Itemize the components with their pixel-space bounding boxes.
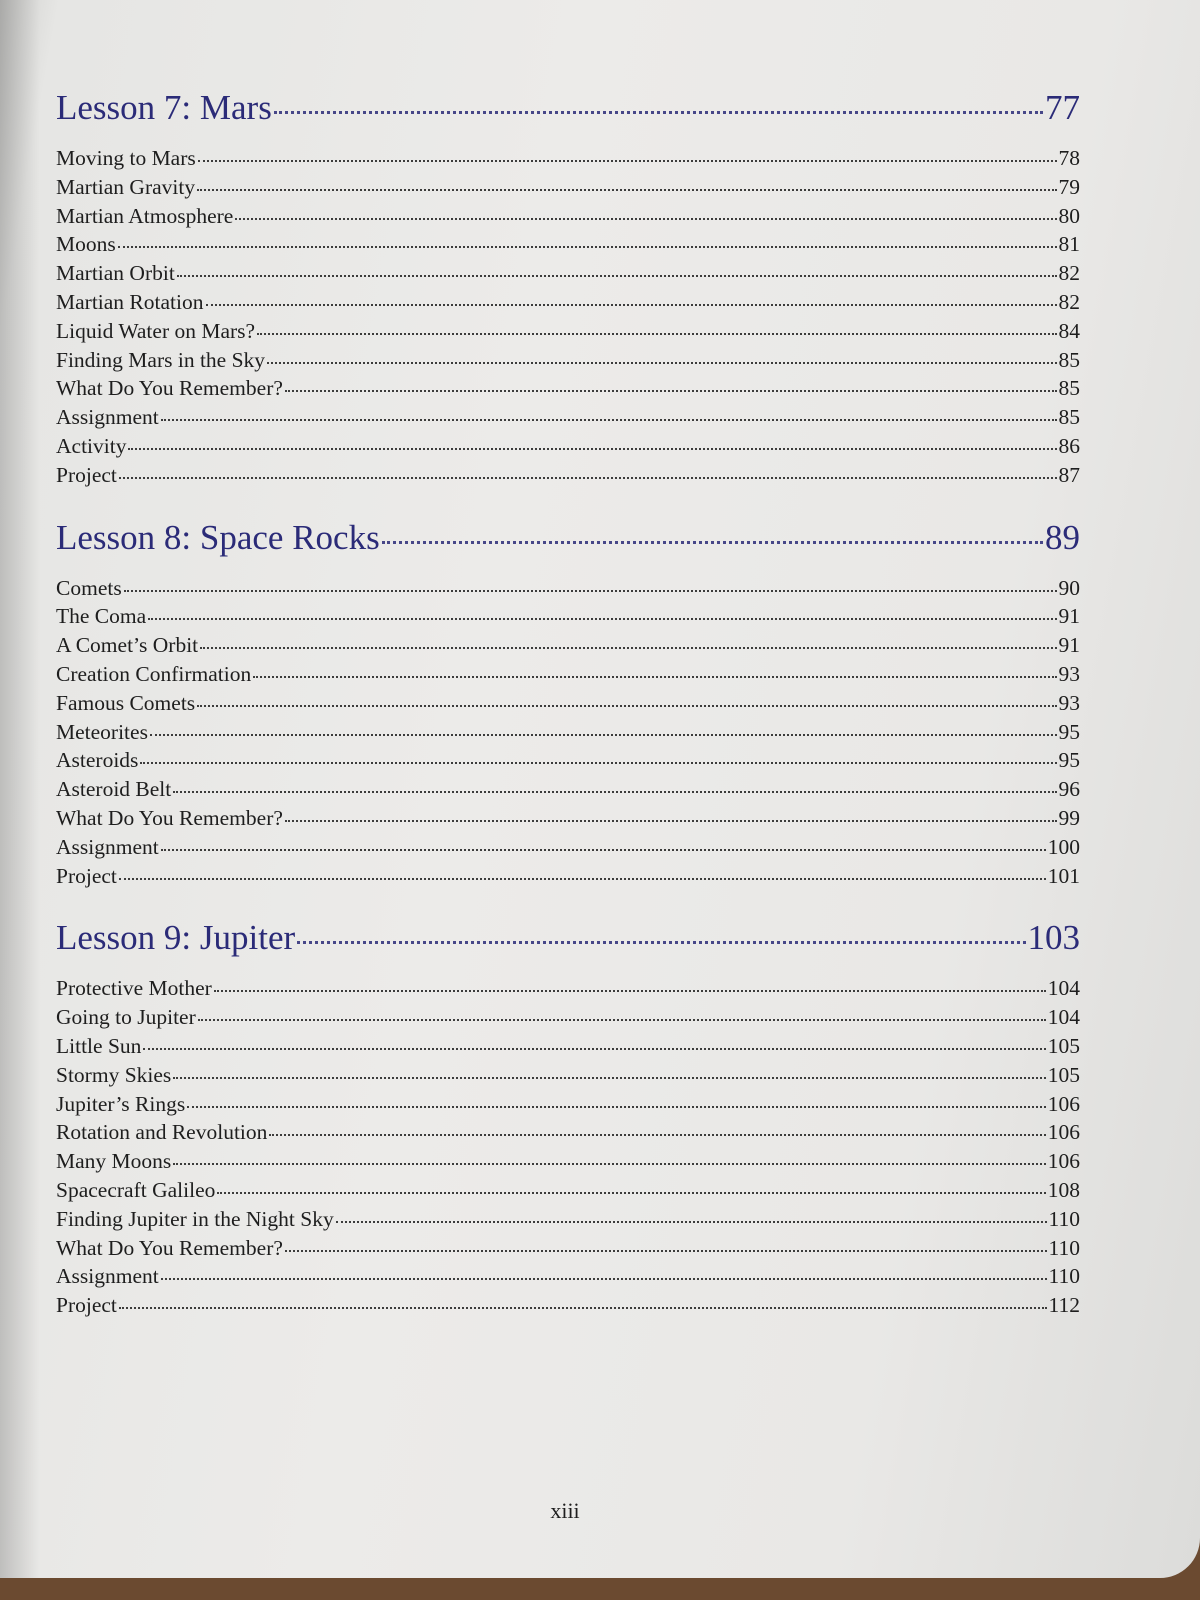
entry-title: Asteroid Belt — [56, 777, 172, 802]
entry-page-number: 91 — [1058, 633, 1080, 658]
entry-title: Project — [56, 863, 117, 888]
dot-leader — [285, 1250, 1047, 1252]
entry-title: The Coma — [56, 604, 147, 629]
toc-entry — [56, 288, 1080, 317]
entry-title: Finding Mars in the Sky — [56, 347, 266, 372]
entry-title: Assignment — [56, 1264, 159, 1289]
dot-leader — [285, 390, 1057, 392]
lesson-page-number: 77 — [1045, 88, 1080, 127]
entry-page-number: 106 — [1047, 1120, 1080, 1145]
entry-title: Many Moons — [56, 1149, 172, 1174]
dot-leader — [206, 304, 1057, 306]
page-number: xiii — [550, 1498, 580, 1523]
entry-title: Creation Confirmation — [56, 661, 252, 686]
lesson-title: Lesson 7: Mars — [56, 88, 272, 127]
entry-title: Assignment — [56, 834, 159, 859]
dot-leader — [187, 1106, 1046, 1108]
entry-title: Rotation and Revolution — [56, 1120, 268, 1145]
toc-entry — [56, 862, 1080, 891]
dot-leader — [148, 618, 1056, 620]
toc-entry — [56, 346, 1080, 375]
toc-entry — [56, 1118, 1080, 1147]
entry-page-number: 85 — [1058, 347, 1080, 372]
entry-title: Activity — [56, 433, 127, 458]
entry-page-number: 82 — [1058, 261, 1080, 286]
entry-page-number: 110 — [1048, 1264, 1080, 1289]
toc-entry — [56, 804, 1080, 833]
dot-leader — [173, 1163, 1045, 1165]
toc-entry — [56, 173, 1080, 202]
toc-entry — [56, 1291, 1080, 1320]
entry-title: Spacecraft Galileo — [56, 1177, 216, 1202]
dot-leader — [124, 590, 1057, 592]
toc-entry — [56, 259, 1080, 288]
dot-leader — [161, 419, 1057, 421]
entry-title: Protective Mother — [56, 976, 212, 1001]
entry-page-number: 87 — [1058, 462, 1080, 487]
entry-title: Martian Orbit — [56, 261, 175, 286]
dot-leader — [197, 189, 1056, 191]
entry-page-number: 106 — [1047, 1149, 1080, 1174]
lesson-title: Lesson 8: Space Rocks — [56, 517, 380, 557]
toc-entry — [56, 202, 1080, 231]
dot-leader — [119, 477, 1057, 479]
lesson-section — [56, 510, 1080, 891]
lesson-section — [56, 910, 1080, 1320]
toc-entry — [56, 1032, 1080, 1061]
toc-entry — [56, 602, 1080, 631]
entry-title: Jupiter’s Rings — [56, 1091, 186, 1116]
entry-page-number: 105 — [1047, 1033, 1080, 1058]
entry-title: A Comet’s Orbit — [56, 633, 199, 658]
toc-entry — [56, 1090, 1080, 1119]
entry-title: Liquid Water on Mars? — [56, 318, 256, 343]
dot-leader — [214, 990, 1046, 992]
toc-entry — [56, 974, 1080, 1003]
toc-entry — [56, 144, 1080, 173]
entry-page-number: 99 — [1058, 805, 1080, 830]
entry-page-number: 108 — [1047, 1177, 1080, 1202]
entry-page-number: 90 — [1058, 575, 1080, 600]
entry-page-number: 86 — [1058, 433, 1080, 458]
entry-title: What Do You Remember? — [56, 376, 283, 401]
entry-title: Martian Gravity — [56, 174, 196, 199]
toc-entry — [56, 317, 1080, 346]
entry-title: Martian Atmosphere — [56, 203, 234, 228]
dot-leader — [173, 791, 1056, 793]
dot-leader — [118, 246, 1057, 248]
dot-leader — [274, 111, 1043, 114]
dot-leader — [267, 362, 1056, 364]
toc-entry — [56, 689, 1080, 718]
entry-title: Asteroids — [56, 748, 139, 773]
entry-page-number: 95 — [1058, 719, 1080, 744]
entry-title: Comets — [56, 575, 122, 600]
dot-leader — [285, 820, 1057, 822]
dot-leader — [217, 1192, 1045, 1194]
dot-leader — [140, 762, 1056, 764]
dot-leader — [173, 1077, 1045, 1079]
toc-entry — [56, 432, 1080, 461]
toc-entry — [56, 1147, 1080, 1176]
lesson-heading — [56, 80, 1080, 136]
dot-leader — [119, 878, 1046, 880]
toc-entry — [56, 660, 1080, 689]
entry-title: Finding Jupiter in the Night Sky — [56, 1206, 334, 1231]
entry-page-number: 84 — [1058, 318, 1080, 343]
toc-entry — [56, 775, 1080, 804]
toc-entry — [56, 574, 1080, 603]
toc-entry — [56, 403, 1080, 432]
entry-page-number: 81 — [1058, 232, 1080, 257]
entry-page-number: 79 — [1058, 174, 1080, 199]
toc-entry — [56, 1234, 1080, 1263]
dot-leader — [198, 160, 1057, 162]
entry-page-number: 112 — [1048, 1293, 1080, 1318]
entry-page-number: 101 — [1047, 863, 1080, 888]
dot-leader — [382, 541, 1043, 544]
toc-entry — [56, 1262, 1080, 1291]
entry-page-number: 100 — [1047, 834, 1080, 859]
dot-leader — [128, 448, 1056, 450]
entry-title: Project — [56, 462, 117, 487]
entry-page-number: 106 — [1047, 1091, 1080, 1116]
toc-entry — [56, 230, 1080, 259]
entry-title: Going to Jupiter — [56, 1005, 196, 1030]
entry-page-number: 85 — [1058, 376, 1080, 401]
dot-leader — [198, 1019, 1046, 1021]
toc-entry — [56, 461, 1080, 490]
toc-entry — [56, 746, 1080, 775]
dot-leader — [197, 705, 1056, 707]
dot-leader — [297, 941, 1025, 944]
entry-title: What Do You Remember? — [56, 805, 283, 830]
entry-page-number: 96 — [1058, 777, 1080, 802]
entry-page-number: 95 — [1058, 748, 1080, 773]
entry-title: Meteorites — [56, 719, 148, 744]
entry-page-number: 105 — [1047, 1062, 1080, 1087]
entry-page-number: 80 — [1058, 203, 1080, 228]
entry-title: Little Sun — [56, 1033, 142, 1058]
dot-leader — [119, 1307, 1047, 1309]
entry-page-number: 104 — [1047, 1005, 1080, 1030]
lesson-title: Lesson 9: Jupiter — [56, 918, 296, 958]
toc-entry — [56, 1205, 1080, 1234]
dot-leader — [161, 1278, 1047, 1280]
dot-leader — [143, 1048, 1045, 1050]
toc-entry — [56, 718, 1080, 747]
lesson-section — [56, 80, 1080, 490]
entry-page-number: 110 — [1048, 1206, 1080, 1231]
entry-page-number: 93 — [1058, 661, 1080, 686]
entry-title: Assignment — [56, 405, 159, 430]
entry-title: Moons — [56, 232, 116, 257]
dot-leader — [200, 647, 1056, 649]
dot-leader — [161, 849, 1046, 851]
dot-leader — [177, 275, 1057, 277]
lesson-page-number: 103 — [1027, 918, 1080, 958]
dot-leader — [150, 734, 1057, 736]
toc-entry — [56, 833, 1080, 862]
lesson-heading — [56, 910, 1080, 966]
page-binding-shadow — [0, 0, 40, 1578]
entry-title: Famous Comets — [56, 690, 196, 715]
dot-leader — [257, 333, 1056, 335]
entry-title: Stormy Skies — [56, 1062, 172, 1087]
entry-title: What Do You Remember? — [56, 1235, 283, 1260]
entry-title: Moving to Mars — [56, 146, 196, 170]
lesson-page-number: 89 — [1045, 517, 1080, 557]
entry-page-number: 78 — [1058, 146, 1080, 170]
entry-title: Martian Rotation — [56, 289, 204, 314]
lesson-heading — [56, 510, 1080, 566]
dot-leader — [253, 676, 1056, 678]
entry-page-number: 91 — [1058, 604, 1080, 629]
entry-page-number: 104 — [1047, 976, 1080, 1001]
dot-leader — [235, 218, 1056, 220]
dot-leader — [336, 1221, 1047, 1223]
toc-entry — [56, 374, 1080, 403]
entry-page-number: 93 — [1058, 690, 1080, 715]
toc-entry — [56, 1176, 1080, 1205]
entry-page-number: 82 — [1058, 289, 1080, 314]
table-of-contents — [56, 80, 1080, 1340]
toc-entry — [56, 631, 1080, 660]
dot-leader — [269, 1134, 1045, 1136]
entry-page-number: 85 — [1058, 405, 1080, 430]
toc-entry — [56, 1003, 1080, 1032]
entry-title: Project — [56, 1293, 117, 1318]
entry-page-number: 110 — [1048, 1235, 1080, 1260]
toc-entry — [56, 1061, 1080, 1090]
